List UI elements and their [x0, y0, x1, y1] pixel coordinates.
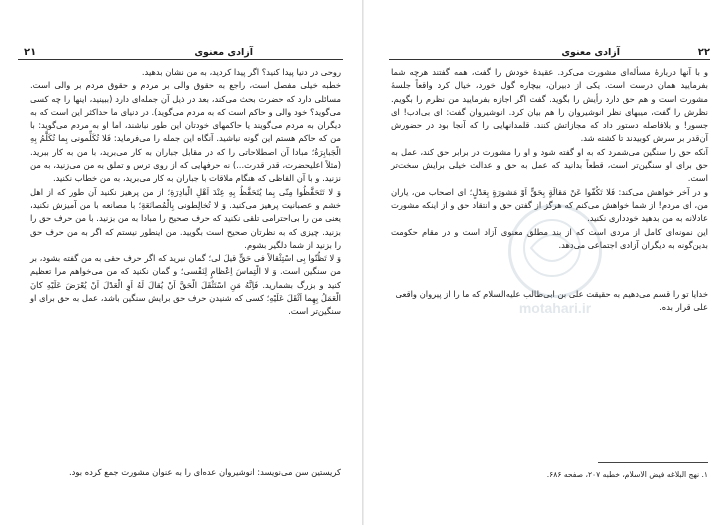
closing-prayer: خدایا تو را قسم می‌دهیم به حقیقت علی بن ابی‌طالب علیه‌السلام که ما را از پیروان واقعی علی قرار بده. — [395, 289, 708, 313]
right-paragraph: آنکه حق را سنگین می‌شمرد که به او گفته شود و او را مشورت در برابر حق کند، عمل به حق برای او سنگین‌تر است، قطعاً بدانید که عمل به حق و عدالت خیلی برایش سخت‌تر است. — [391, 146, 708, 184]
left-page-body — [30, 66, 341, 319]
watermark-site: motahari.ir — [518, 300, 592, 316]
left-header-rule — [18, 59, 343, 60]
left-page-header — [18, 46, 343, 60]
right-page-number: ۲۲ — [697, 47, 710, 58]
left-page-number: ۲۱ — [24, 47, 37, 58]
footnote-rule — [598, 462, 708, 463]
right-paragraph: و با آنها دربارهٔ مسأله‌ای مشورت می‌کرد. عقیدهٔ خودش را گفت، همه گفتند هرچه شما بفرمایید همان درست است. یکی از دبیران، بیچاره گول خورد، خیال کرد واقعاً جلسهٔ مشورت است و هم حق دارد رأیش را بگوید. گفت اگر اجازه بفرمایید من نظرم را بگویم. نظرش را گفت، میبهای نظر انوشیروان را هم بیان کرد. انوشیروان گفت: ای بی‌ادب! ای جسور! و بلافاصله دستور داد که مجازاتش کنند. قلمدانهایی را که آنجا بود در حضورش آن‌قدر بر سرش کوبیدند تا کشته شد. — [391, 67, 708, 144]
right-header-rule — [389, 59, 710, 60]
left-paragraph: خطبه خیلی مفصل است، راجع به حقوق والی بر مردم و حقوق مردم بر والی است. مسائلی دارد که حضرت بحث می‌کند، بعد در ذیل آن جمله‌ای دارد (ببینید، اینها را چه کسی می‌گوید؟ خود والی و حاکم است که به مردم می‌گوید). در دنیای ما حداکثر این است که به دیگران به مردم می‌گویند یا حاکمهای خودتان این طور نباشند، اما او به مردم می‌گوید: با من که حاکم هستم این گونه نباشید. آنگاه این جمله را می‌فرماید: فَلا تُكَلِّمونى بِما تُكَلَّمُ بِهِ الْجَبابِرَةُ؛ مبادا آن اصطلاحاتی را که در مقابل جباران به کار می‌برید، با من به کار ببرید. (مثلاً اعلیحضرت، قدر قدرت...) نه حرفهایی که از روی ترس و تملق به من می‌زنید، به من نزنید. و با آن الفاظی که هنگام ملاقات با جباران به کار می‌برید، به من خطاب نکنید. — [30, 80, 341, 184]
right-page-header — [389, 46, 710, 60]
left-header-title: آزادی معنوی — [194, 47, 253, 58]
left-page-footer-text: کریستین سن می‌نویسد: انوشیروان عده‌ای را به عنوان مشورت جمع کرده بود. — [69, 467, 341, 477]
left-paragraph: وَ لا تَظُنّوا بِى اسْتِثْقالاً فى حَقٍّ قيلَ لى؛ گمان نبرید که اگر حرف حقی به من گفته بشود، بر من سنگین است. وَ لا الْتِماسَ اِعْظامٍ لِنَفْسى؛ و گمان نکنید که من می‌خواهم مرا تعظیم کنید و بزرگ بشمارید. فَاِنَّهُ مَنِ اسْتَثْقَلَ الْحَقَّ اَنْ يُقالَ لَهُ اَوِ الْعَدْلَ اَنْ يُعْرَضَ عَلَيْهِ كانَ الْعَمَلُ بِهِما اَثْقَلَ عَلَيْهِ؛ کسی که شنیدن حرف حق برایش سنگین باشد، عمل به حق برای او سنگین‌تر است. — [30, 253, 341, 317]
left-paragraph: وَ لا تَتَحَفَّظُوا مِنّى بِما يُتَحَفَّظُ بِهِ عِنْدَ اَهْلِ الْبادِرَةِ؛ از من پرهیز نکنید آن طور که از اهل خشم و عصبانیت پرهیز می‌کنید. وَ لا تُخالِطونى بِالْمُصانَعَةِ؛ با مصانعه با من آمیزش نکنید، یعنی من را بی‌احترامی تلقی نکنید که حرف صحیح را مبادا به من بزنید. با من حرف حق را بزنید. چیزی که به نظرتان صحیح است بگویید. من اینطور نیستم که اگر به من حرف حق را بزنید از شما دلگیر بشوم. — [30, 186, 341, 250]
footnote-text: ۱. نهج البلاغه فیض الاسلام، خطبه ۲۰۷، صفحه ۶۸۶. — [546, 470, 708, 479]
left-paragraph: روحی در دنیا پیدا کنید؟ اگر پیدا کردید، به من نشان بدهید. — [141, 67, 341, 77]
watermark-logo — [500, 204, 610, 314]
right-paragraph: این نمونه‌ای کامل از مردی است که از بند مطلق معنوی آزاد است و در مقام حکومت بدین‌گونه به دیگران آزادی اجتماعی می‌دهد. — [391, 226, 708, 250]
footnote — [391, 462, 708, 480]
watermark-emblem-icon — [508, 204, 602, 298]
right-paragraph: و در آخر خواهش می‌کند: فَلا تَكُفّوا عَنْ مَقالَةٍ بِحَقٍّ اَوْ مَشورَةٍ بِعَدْلٍ؛ ای اصحاب من، یاران من، ای مردم! از شما خواهش می‌کنم که هرگز از گفتن حق و انتقاد حق و از اینکه مشورت عادلانه به من بدهید خودداری نکنید. — [391, 186, 708, 224]
right-header-title: آزادی معنوی — [561, 47, 620, 58]
